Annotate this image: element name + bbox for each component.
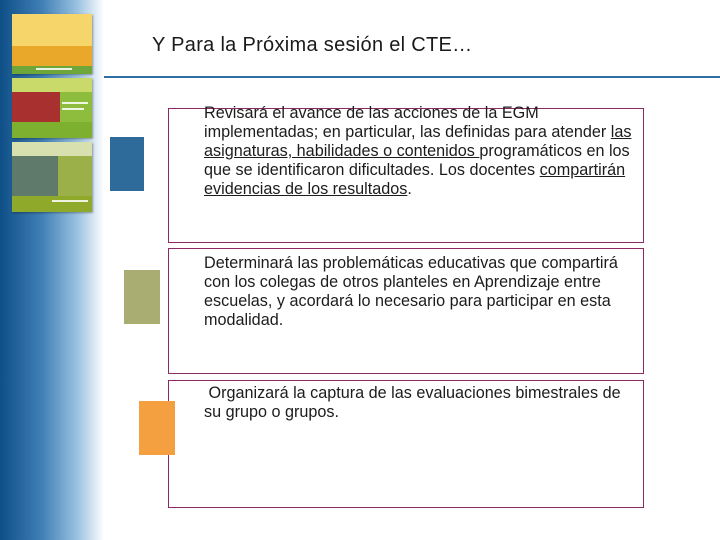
item-text-2: Determinará las problemáticas educativas que compartirá con los colegas de otros planteles en Aprendizaje entre escuelas, y acordará lo necesario para participar en esta modalidad. [204,254,618,329]
page-title: Y Para la Próxima sesión el CTE… [152,34,473,56]
item-1-underlined-evidence: compartirán evidencias de los resultados [204,161,626,198]
bullet-square-olive [124,270,160,324]
cover-band [12,122,92,138]
cover-band [12,14,92,46]
cover-thumbnail-2 [12,78,92,138]
cover-thumbnail-1 [12,14,92,74]
cover-text-line [36,68,72,70]
cover-band [12,78,92,92]
cover-band [60,92,92,122]
cover-band [12,196,92,212]
item-1-text-part: . [407,180,412,198]
item-1-underlined-topics: las asignaturas, habilidades o contenidos [204,123,632,160]
cover-text-line [62,102,88,104]
bullet-square-orange [139,401,175,455]
item-1-text-part: programáticos en los que se identificaron dificultades. Los docentes [204,142,630,179]
cover-band [12,46,92,66]
header-divider [104,76,720,78]
item-text-1 [204,104,634,199]
item-1-text-part: Revisará el avance de las acciones de la EGM implementadas; en particular, las definidas para atender [204,104,611,141]
cover-thumbnail-3 [12,142,92,212]
cover-text-line [62,108,84,110]
item-text-3: Organizará la captura de las evaluaciones bimestrales de su grupo o grupos. [204,384,626,421]
cover-band [58,156,92,196]
cover-text-line [52,200,88,202]
bullet-square-blue [110,137,144,191]
cover-band [12,142,92,156]
